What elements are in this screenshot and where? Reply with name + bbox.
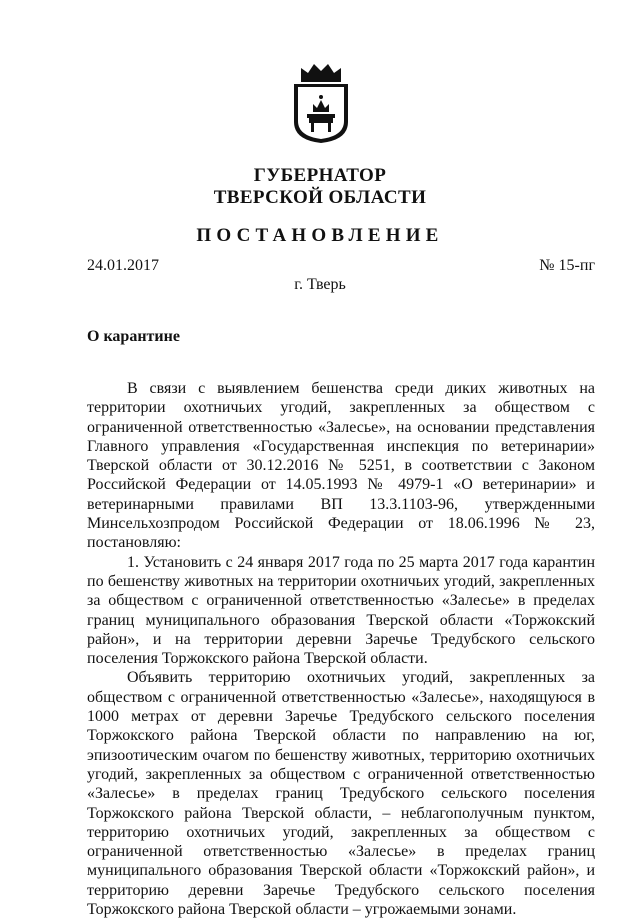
document-date: 24.01.2017 <box>87 257 159 274</box>
document-number: № 15-пг <box>539 257 595 274</box>
document-city: г. Тверь <box>294 276 346 293</box>
document-subject: О карантине <box>87 328 180 345</box>
paragraph-item-1: 1. Установить с 24 января 2017 года по 25 марта 2017 года карантин по бешенству животных на территории охотничьих угодий, закрепленных за обществом с ограниченной ответственностью «Залесье» в пределах границ муниципального образования Тверской области «Торжокский район», и на территории деревни Заречье Тредубского сельского поселения Торжокского района Тверской области. <box>87 553 595 668</box>
paragraph-declaration: Объявить территорию охотничьих угодий, закрепленных за обществом с ограниченной ответственностью «Залесье», находящуюся в 1000 метрах от деревни Заречье Тредубского сельского поселения Торжокского района Тверской области по направлению на юг, эпизоотическим очагом по бешенству животных, территорию охотничьих угодий, закрепленных за обществом с ограниченной ответственностью «Залесье» в пределах границ Тредубского сельского поселения Торжокского района Тверской области, – неблагополучным пунктом, территорию охотничьих угодий, закрепленных за обществом с ограниченной ответственностью «Залесье» в пределах границ муниципального образования Тверской области «Торжокский район», и территорию деревни Заречье Тредубского сельского поселения Торжокского района Тверской области – угрожаемыми зонами. <box>87 669 595 919</box>
document-body <box>87 379 595 919</box>
header-title-region: ТВЕРСКОЙ ОБЛАСТИ <box>213 187 427 208</box>
tver-coat-of-arms-icon <box>291 62 351 144</box>
paragraph-preamble: В связи с выявлением бешенства среди диких животных на территории охотничьих угодий, закрепленных за обществом с ограниченной ответственностью «Залесье», на основании представления Главного управления «Государственная инспекция по ветеринарии» Тверской области от 30.12.2016 № 5251, в соответствии с Законом Российской Федерации от 14.05.1993 № 4979-1 «О ветеринарии» и ветеринарными правилами ВП 13.3.1103-96, утвержденными Минсельхозпродом Российской Федерации от 18.06.1996 № 23, постановляю: <box>87 380 595 552</box>
document-type-title: ПОСТАНОВЛЕНИЕ <box>196 225 444 246</box>
header-title-governor: ГУБЕРНАТОР <box>253 165 387 186</box>
